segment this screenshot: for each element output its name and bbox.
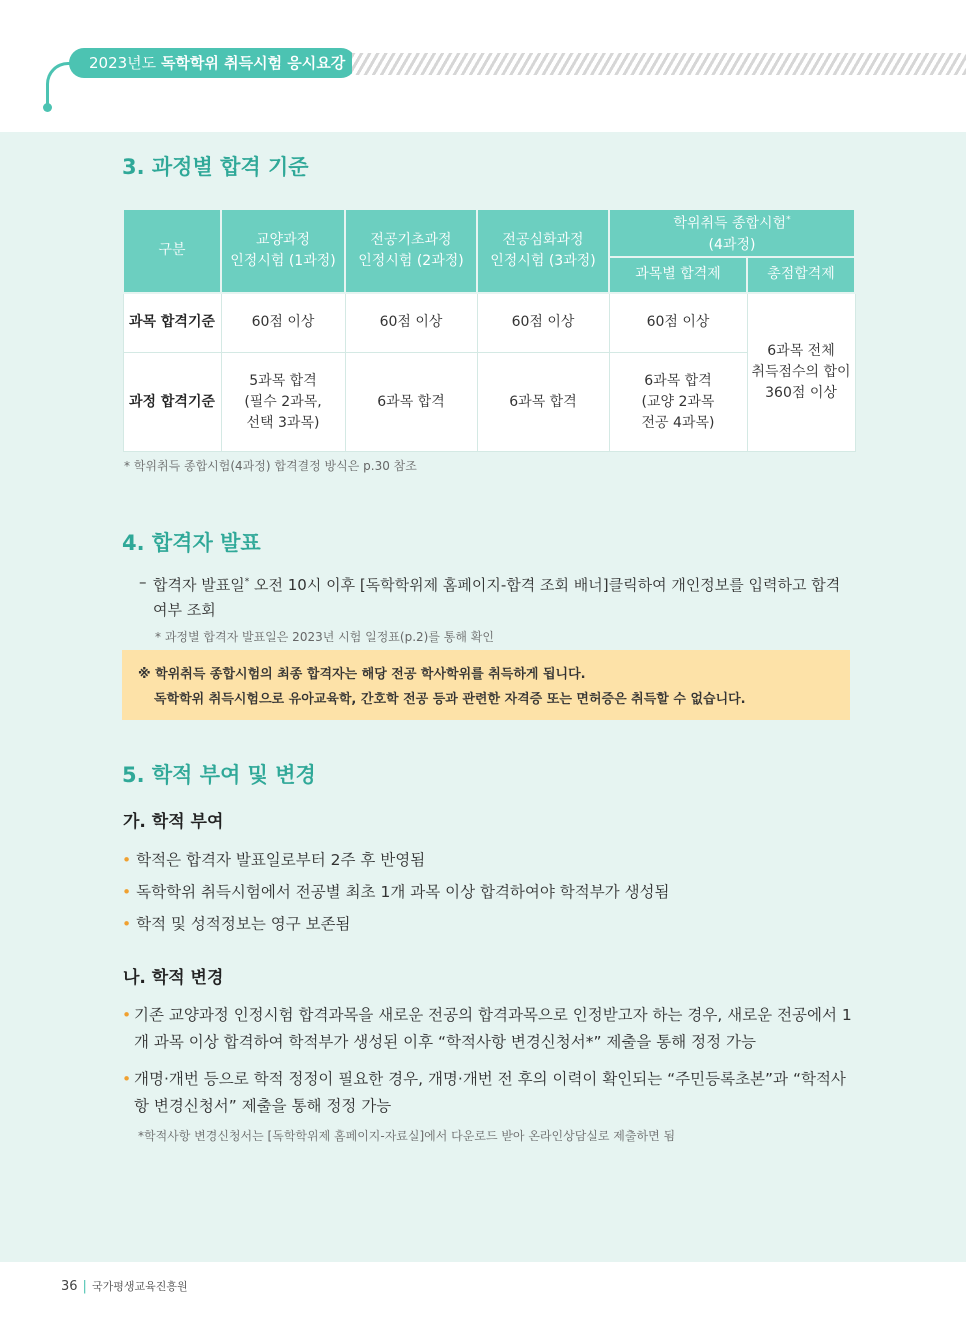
list-item: • 기존 교양과정 인정시험 합격과목을 새로운 전공의 합격과목으로 인정받고자 하는 경우, 새로운 전공에서 1개 과목 이상 합격하여 학적부가 생성된 이후 “학적사항 변경신청서*” 제출을 통해 정정 가능 <box>122 1006 852 1051</box>
header-year: 2023년도 <box>89 54 161 72</box>
header-course-2: 전공기초과정 인정시험 (2과정) <box>345 209 477 293</box>
announcement-item: – 합격자 발표일* 오전 10시 이후 [독학학위제 홈페이지-합격 조회 배너]클릭하여 개인정보를 입력하고 합격여부 조회 <box>139 570 851 623</box>
header-hook-dot <box>43 103 52 112</box>
header-course-1: 교양과정 인정시험 (1과정) <box>221 209 345 293</box>
subsection-a-title: 가. 학적 부여 <box>123 812 224 832</box>
header-per-subject: 과목별 합격제 <box>609 257 747 293</box>
organization-name: 국가평생교육진흥원 <box>91 1280 188 1293</box>
list-item: • 학적은 합격자 발표일로부터 2주 후 반영됨 <box>122 851 426 869</box>
header-stripe-band <box>352 53 966 75</box>
announcement-note: * 과정별 합격자 발표일은 2023년 시험 일정표(p.2)를 통해 확인 <box>155 630 494 644</box>
notice-callout <box>122 650 850 720</box>
change-form-note: *학적사항 변경신청서는 [독학학위제 홈페이지-자료실]에서 다운로드 받아 온라인상담실로 제출하면 됨 <box>138 1129 676 1143</box>
dash-marker: – <box>139 573 147 591</box>
header-course-4: 학위취득 종합시험* (4과정) <box>609 209 855 257</box>
page-footer: 36 | 국가평생교육진흥원 <box>0 1262 966 1322</box>
cell: 60점 이상 <box>221 293 345 353</box>
cell: 60점 이상 <box>345 293 477 353</box>
page-header <box>0 0 966 132</box>
header-gubun: 구분 <box>123 209 221 293</box>
list-item: • 개명·개번 등으로 학적 정정이 필요한 경우, 개명·개번 전 후의 이력이 확인되는 “주민등록초본”과 “학적사항 변경신청서” 제출을 통해 정정 가능 <box>122 1070 846 1115</box>
section-3-title: 3. 과정별 합격 기준 <box>122 155 309 179</box>
subsection-b-title: 나. 학적 변경 <box>123 968 224 988</box>
criteria-table <box>122 208 856 452</box>
cell: 5과목 합격 (필수 2과목, 선택 3과목) <box>221 353 345 452</box>
section-4-title: 4. 합격자 발표 <box>122 531 261 555</box>
table-row <box>123 353 855 452</box>
table-row <box>123 293 855 353</box>
header-title: 독학학위 취득시험 응시요강 <box>160 54 346 72</box>
cell: 6과목 합격 <box>345 353 477 452</box>
header-title-pill <box>69 48 356 78</box>
page-number: 36 <box>61 1279 78 1294</box>
row-head-course: 과정 합격기준 <box>123 353 221 452</box>
cell: 6과목 합격 (교양 2과목 전공 4과목) <box>609 353 747 452</box>
list-item: • 학적 및 성적정보는 영구 보존됨 <box>122 915 351 933</box>
table-footnote: * 학위취득 종합시험(4과정) 합격결정 방식은 p.30 참조 <box>124 459 417 473</box>
header-course-3: 전공심화과정 인정시험 (3과정) <box>477 209 609 293</box>
callout-line-2: 독학학위 취득시험으로 유아교육학, 간호학 전공 등과 관련한 자격증 또는 면허증은 취득할 수 없습니다. <box>154 692 746 707</box>
callout-line-1: ※ 학위취득 종합시험의 최종 합격자는 해당 전공 학사학위를 취득하게 됩니다. <box>138 667 586 682</box>
cell: 60점 이상 <box>477 293 609 353</box>
cell: 60점 이상 <box>609 293 747 353</box>
cell-total-score: 6과목 전체 취득점수의 합이 360점 이상 <box>747 293 855 452</box>
row-head-subject: 과목 합격기준 <box>123 293 221 353</box>
table-header-row <box>123 209 855 257</box>
header-total-score: 총점합격제 <box>747 257 855 293</box>
list-item: • 독학학위 취득시험에서 전공별 최초 1개 과목 이상 합격하여야 학적부가 생성됨 <box>122 883 670 901</box>
section-5-title: 5. 학적 부여 및 변경 <box>122 763 316 787</box>
cell: 6과목 합격 <box>477 353 609 452</box>
